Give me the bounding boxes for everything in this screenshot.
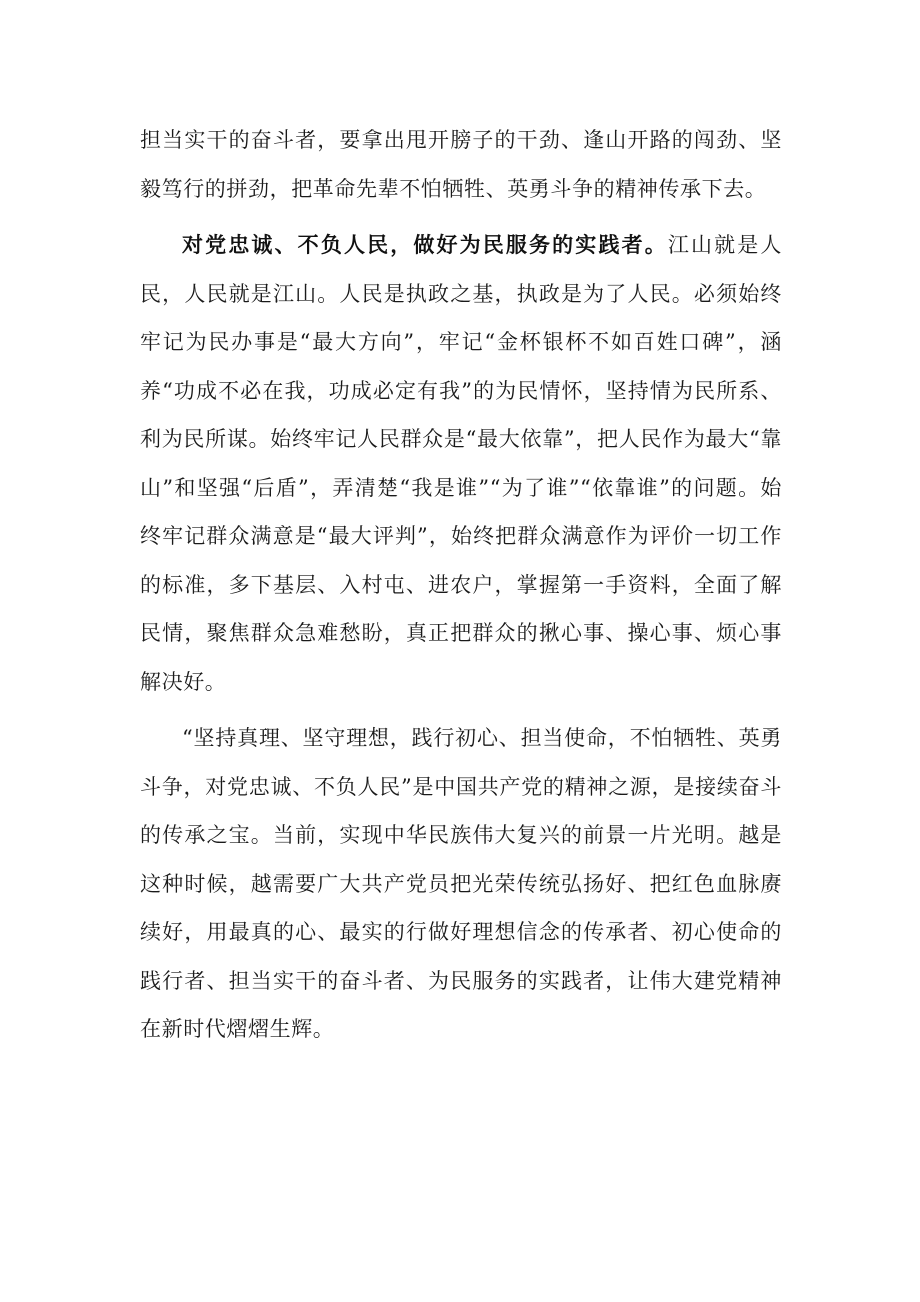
- document-body: [140, 116, 782, 1062]
- paragraph-3-text: “坚持真理、坚守理想，践行初心、担当使命，不怕牺牲、英勇斗争，对党忠诚、不负人民”是中国共产党的精神之源，是接续奋斗的传承之宝。当前，实现中华民族伟大复兴的前景一片光明。越是这种时候，越需要广大共产党员把光荣传统弘扬好、把红色血脉赓续好，用最真的心、最实的行做好理想信念的传承者、初心使命的践行者、担当实干的奋斗者、为民服务的实践者，让伟大建党精神在新时代熠熠生辉。: [140, 726, 782, 1041]
- paragraph-1-text: 担当实干的奋斗者，要拿出甩开膀子的干劲、逢山开路的闯劲、坚毅笃行的拼劲，把革命先辈不怕牺牲、英勇斗争的精神传承下去。: [140, 128, 782, 201]
- paragraph-2-heading: 对党忠诚、不负人民，做好为民服务的实践者。: [182, 232, 668, 257]
- paragraph-3: [140, 714, 782, 1054]
- paragraph-2: [140, 221, 782, 706]
- paragraph-1: [140, 116, 782, 213]
- paragraph-2-text: 江山就是人民，人民就是江山。人民是执政之基，执政是为了人民。必须始终牢记为民办事是“最大方向”，牢记“金杯银杯不如百姓口碑”，涵养“功成不必在我，功成必定有我”的为民情怀，坚持情为民所系、利为民所谋。始终牢记人民群众是“最大依靠”，把人民作为最大“靠山”和坚强“后盾”，弄清楚“我是谁”“为了谁”“依靠谁”的问题。始终牢记群众满意是“最大评判”，始终把群众满意作为评价一切工作的标准，多下基层、入村屯、进农户，掌握第一手资料，全面了解民情，聚焦群众急难愁盼，真正把群众的揪心事、操心事、烦心事解决好。: [140, 233, 783, 694]
